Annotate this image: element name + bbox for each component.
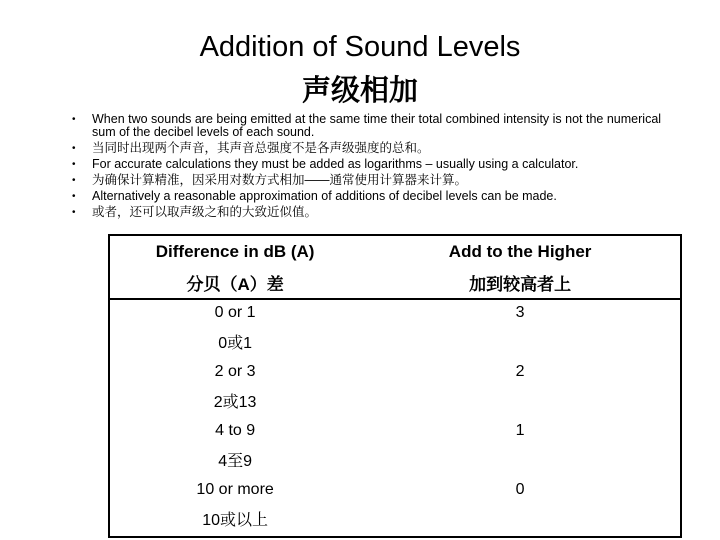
- difference-en: 2 or 3: [214, 363, 256, 380]
- add-cell: 0: [515, 481, 525, 498]
- difference-zh: 4至9: [218, 453, 253, 470]
- bullet-list: [70, 113, 680, 222]
- bullet-text: 或者，还可以取声级之和的大致近似值。: [92, 205, 318, 219]
- slide-subtitle: 声级相加: [301, 73, 418, 107]
- table-row: [109, 418, 681, 477]
- bullet-item: [70, 174, 680, 187]
- difference-zh: 0或1: [218, 335, 253, 352]
- difference-zh: 2或13: [213, 394, 257, 411]
- difference-en: 4 to 9: [215, 422, 256, 439]
- bullet-icon: •: [72, 191, 76, 202]
- difference-cell: [109, 299, 360, 359]
- difference-cell: [109, 418, 360, 477]
- bullet-icon: •: [72, 143, 76, 154]
- add-cell: 2: [515, 363, 525, 380]
- difference-cell: [109, 359, 360, 418]
- slide-title: Addition of Sound Levels: [199, 31, 521, 63]
- bullet-text: 为确保计算精准，因采用对数方式相加——通常使用计算器来计算。: [92, 173, 468, 187]
- difference-en: 0 or 1: [214, 304, 256, 321]
- bullet-text: 当同时出现两个声音，其声音总强度不是各声级强度的总和。: [92, 141, 430, 155]
- bullet-item: [70, 190, 680, 203]
- sound-level-table: [108, 234, 682, 538]
- bullet-icon: •: [72, 207, 76, 218]
- bullet-text: When two sounds are being emitted at the same time their total combined intensity is not the numerical sum of the decibel levels of each sound.: [92, 112, 662, 139]
- header-add-zh: 加到较高者上: [469, 275, 572, 294]
- add-cell: 1: [515, 422, 525, 439]
- table-header-row: [109, 235, 681, 299]
- difference-cell: [109, 477, 360, 537]
- header-add-en: Add to the Higher: [448, 242, 592, 261]
- header-difference-zh: 分贝（A）差: [186, 275, 284, 294]
- header-difference-en: Difference in dB (A): [155, 242, 315, 261]
- difference-zh: 10或以上: [202, 512, 269, 529]
- bullet-item: [70, 206, 680, 219]
- table-row: [109, 299, 681, 359]
- bullet-item: [70, 113, 680, 139]
- bullet-item: [70, 158, 680, 171]
- bullet-item: [70, 142, 680, 155]
- bullet-icon: •: [72, 175, 76, 186]
- difference-en: 10 or more: [196, 481, 274, 498]
- table-row: [109, 477, 681, 537]
- header-difference: [109, 235, 360, 299]
- bullet-text: Alternatively a reasonable approximation of additions of decibel levels can be made.: [92, 189, 557, 203]
- table-row: [109, 359, 681, 418]
- header-add: [360, 235, 681, 299]
- bullet-icon: •: [72, 159, 76, 170]
- bullet-text: For accurate calculations they must be added as logarithms – usually using a calculator.: [92, 157, 579, 171]
- bullet-icon: •: [72, 114, 76, 125]
- add-cell: 3: [515, 304, 525, 321]
